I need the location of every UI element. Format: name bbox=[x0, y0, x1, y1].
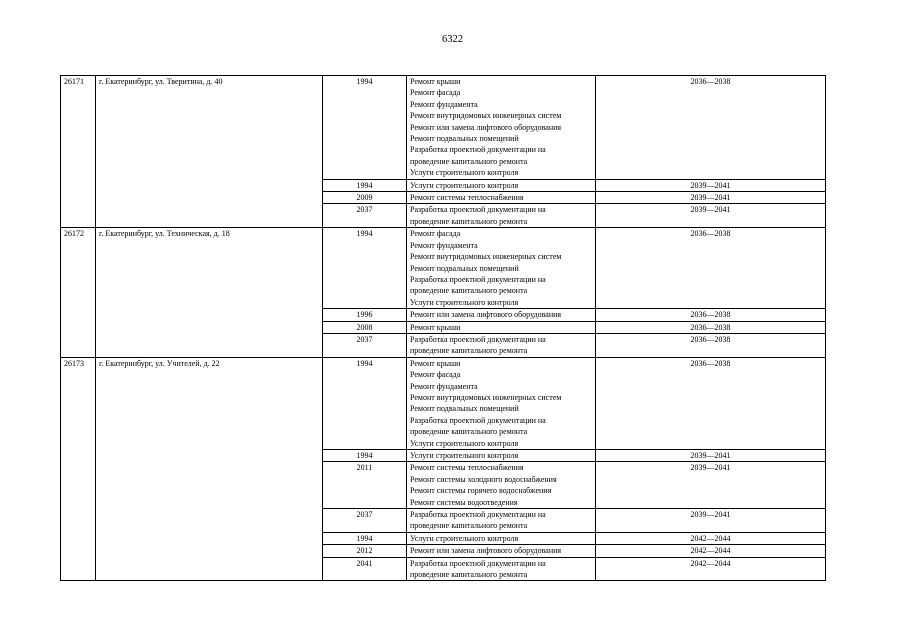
year-cell: 1994 bbox=[323, 450, 407, 462]
year-cell: 2037 bbox=[323, 204, 407, 228]
work-type-line: Услуги строительного контроля bbox=[410, 533, 519, 543]
table-row bbox=[61, 357, 826, 449]
work-types-cell bbox=[407, 545, 596, 557]
work-type-line: проведение капитального ремонта bbox=[410, 346, 528, 356]
year-cell: 2008 bbox=[323, 321, 407, 333]
work-type-line: Ремонт внутридомовых инженерных систем bbox=[410, 111, 562, 121]
address-cell: г. Екатеринбург, ул. Техническая, д. 18 bbox=[96, 228, 323, 357]
work-type-line: Ремонт системы теплоснабжения bbox=[410, 193, 524, 203]
period-cell: 2036—2038 bbox=[596, 321, 826, 333]
work-types-cell bbox=[407, 557, 596, 581]
work-type-line: проведение капитального ремонта bbox=[410, 570, 528, 580]
capital-repair-table bbox=[60, 75, 826, 581]
work-type-line: Ремонт внутридомовых инженерных систем bbox=[410, 392, 562, 402]
work-types-cell bbox=[407, 462, 596, 509]
work-type-line: Разработка проектной документации на bbox=[410, 334, 546, 344]
work-type-line: Ремонт или замена лифтового оборудования bbox=[410, 122, 562, 132]
period-cell: 2039—2041 bbox=[596, 450, 826, 462]
work-type-line: Услуги строительного контроля bbox=[410, 168, 519, 178]
table-body bbox=[61, 76, 826, 581]
period-cell: 2039—2041 bbox=[596, 179, 826, 191]
year-cell: 1994 bbox=[323, 179, 407, 191]
table-row bbox=[61, 228, 826, 309]
period-cell: 2039—2041 bbox=[596, 509, 826, 533]
year-cell: 1996 bbox=[323, 309, 407, 321]
work-types-cell bbox=[407, 450, 596, 462]
work-type-line: Ремонт или замена лифтового оборудования bbox=[410, 310, 562, 320]
work-type-line: Услуги строительного контроля bbox=[410, 438, 519, 448]
work-types-cell bbox=[407, 192, 596, 204]
work-type-line: Ремонт фасада bbox=[410, 88, 461, 98]
period-cell: 2039—2041 bbox=[596, 204, 826, 228]
period-cell: 2042—2044 bbox=[596, 557, 826, 581]
period-cell: 2039—2041 bbox=[596, 192, 826, 204]
work-type-line: Ремонт внутридомовых инженерных систем bbox=[410, 252, 562, 262]
year-cell: 1994 bbox=[323, 357, 407, 449]
work-types-cell bbox=[407, 204, 596, 228]
object-id-cell: 26171 bbox=[61, 76, 96, 228]
object-id-cell: 26172 bbox=[61, 228, 96, 357]
work-type-line: Ремонт системы горячего водоснабжения bbox=[410, 486, 552, 496]
work-type-line: Ремонт крыши bbox=[410, 77, 461, 86]
period-cell: 2036—2038 bbox=[596, 76, 826, 180]
work-type-line: проведение капитального ремонта bbox=[410, 521, 528, 531]
work-type-line: Ремонт подвальных помещений bbox=[410, 404, 519, 414]
period-cell: 2036—2038 bbox=[596, 228, 826, 309]
year-cell: 2037 bbox=[323, 333, 407, 357]
work-type-line: Разработка проектной документации на bbox=[410, 274, 546, 284]
work-type-line: Ремонт или замена лифтового оборудования bbox=[410, 546, 562, 556]
address-cell: г. Екатеринбург, ул. Учителей, д. 22 bbox=[96, 357, 323, 581]
object-id-cell: 26173 bbox=[61, 357, 96, 581]
work-type-line: Ремонт системы холодного водоснабжения bbox=[410, 474, 557, 484]
period-cell: 2042—2044 bbox=[596, 545, 826, 557]
year-cell: 2011 bbox=[323, 462, 407, 509]
work-type-line: Ремонт крыши bbox=[410, 358, 461, 368]
work-types-cell bbox=[407, 333, 596, 357]
work-type-line: Ремонт подвальных помещений bbox=[410, 134, 519, 144]
work-types-cell bbox=[407, 357, 596, 449]
work-types-cell bbox=[407, 179, 596, 191]
year-cell: 1994 bbox=[323, 228, 407, 309]
work-types-cell bbox=[407, 532, 596, 544]
work-type-line: Разработка проектной документации на bbox=[410, 558, 546, 568]
table-row bbox=[61, 76, 826, 180]
work-type-line: проведение капитального ремонта bbox=[410, 286, 528, 296]
work-type-line: Разработка проектной документации на bbox=[410, 145, 546, 155]
page-number: 6322 bbox=[442, 34, 463, 45]
period-cell: 2036—2038 bbox=[596, 333, 826, 357]
period-cell: 2036—2038 bbox=[596, 309, 826, 321]
year-cell: 2009 bbox=[323, 192, 407, 204]
period-cell: 2036—2038 bbox=[596, 357, 826, 449]
work-types-cell bbox=[407, 321, 596, 333]
work-types-cell bbox=[407, 76, 596, 180]
work-types-cell bbox=[407, 309, 596, 321]
work-type-line: Услуги строительного контроля bbox=[410, 297, 519, 307]
work-type-line: Ремонт фасада bbox=[410, 229, 461, 239]
work-type-line: Ремонт системы теплоснабжения bbox=[410, 463, 524, 473]
work-type-line: Услуги строительного контроля bbox=[410, 180, 519, 190]
year-cell: 2012 bbox=[323, 545, 407, 557]
work-type-line: проведение капитального ремонта bbox=[410, 216, 528, 226]
period-cell: 2039—2041 bbox=[596, 462, 826, 509]
work-type-line: Ремонт фасада bbox=[410, 370, 461, 380]
address-cell: г. Екатеринбург, ул. Тверитина, д. 40 bbox=[96, 76, 323, 228]
year-cell: 2041 bbox=[323, 557, 407, 581]
year-cell: 2037 bbox=[323, 509, 407, 533]
work-type-line: Ремонт фундамента bbox=[410, 240, 478, 250]
period-cell: 2042—2044 bbox=[596, 532, 826, 544]
work-type-line: Ремонт фундамента bbox=[410, 99, 478, 109]
work-types-cell bbox=[407, 228, 596, 309]
work-type-line: Разработка проектной документации на bbox=[410, 205, 546, 215]
work-type-line: Ремонт системы водоотведения bbox=[410, 497, 518, 507]
work-type-line: Услуги строительного контроля bbox=[410, 451, 519, 460]
work-type-line: Разработка проектной документации на bbox=[410, 415, 546, 425]
work-type-line: Ремонт подвальных помещений bbox=[410, 263, 519, 273]
year-cell: 1994 bbox=[323, 532, 407, 544]
work-types-cell bbox=[407, 509, 596, 533]
work-type-line: Ремонт фундамента bbox=[410, 381, 478, 391]
work-type-line: проведение капитального ремонта bbox=[410, 156, 528, 166]
work-type-line: проведение капитального ремонта bbox=[410, 427, 528, 437]
year-cell: 1994 bbox=[323, 76, 407, 180]
work-type-line: Ремонт крыши bbox=[410, 322, 461, 332]
work-type-line: Разработка проектной документации на bbox=[410, 510, 546, 520]
